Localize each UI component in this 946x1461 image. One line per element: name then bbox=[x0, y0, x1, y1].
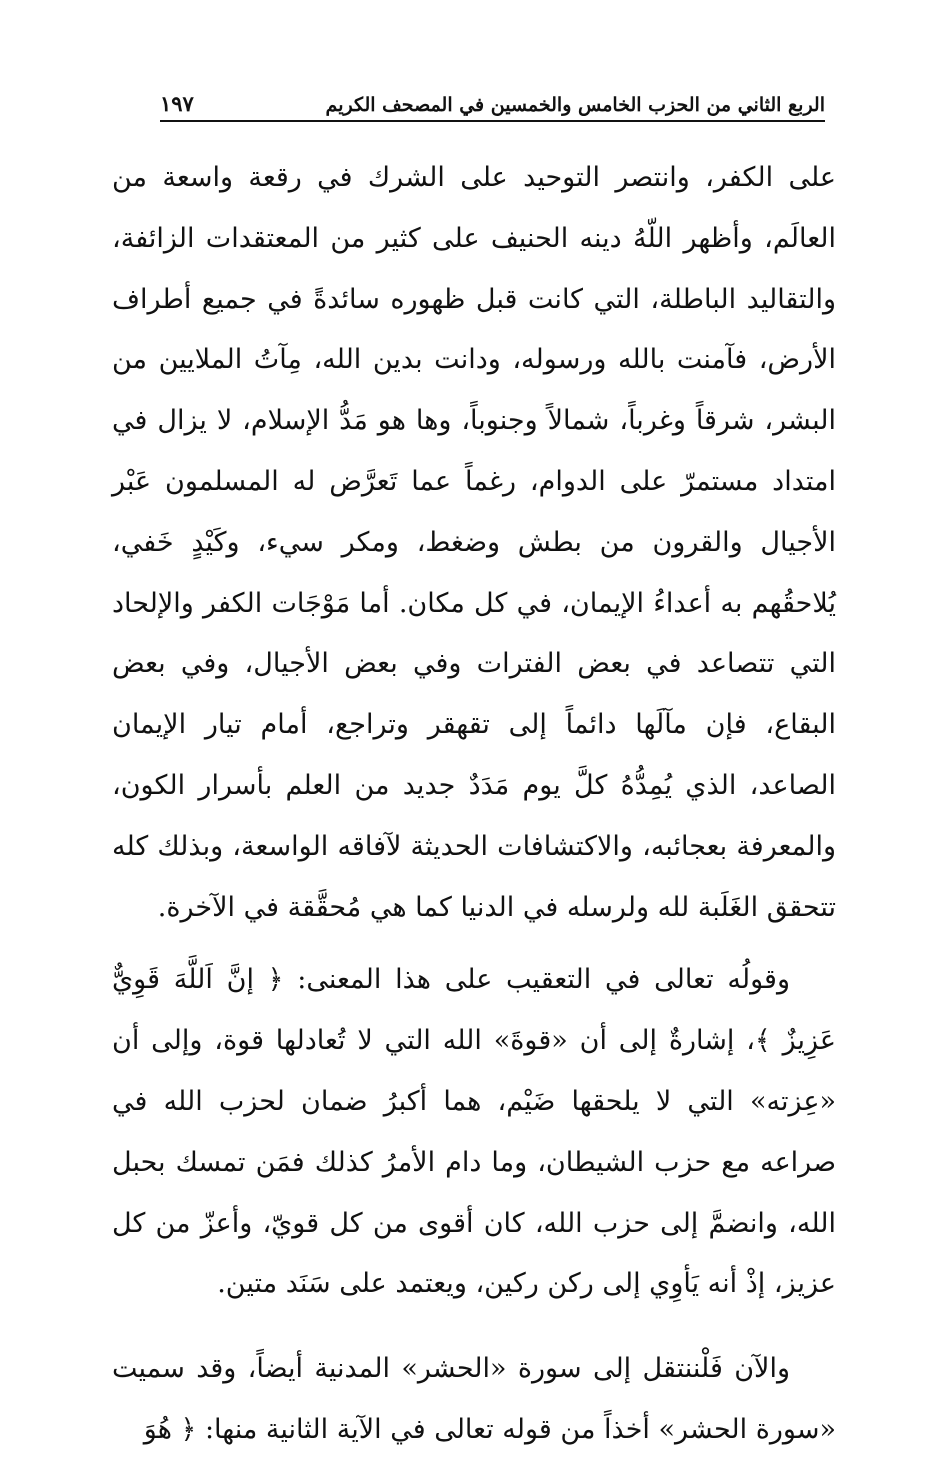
paragraph-3: والآن فَلْننتقل إلى سورة «الحشر» المدنية أيضاً، وقد سميت «سورة الحشر» أخذاً من قوله تعالى في الآية الثانية منها: ﴿ هُوَ bbox=[112, 1353, 836, 1445]
paragraph-1: على الكفر، وانتصر التوحيد على الشرك في رقعة واسعة من العالَم، وأظهر اللّهُ دينه الحنيف على كثير من المعتقدات الزائفة، والتقاليد الباطلة، التي كانت قبل ظهوره سائدةً في جميع أطراف الأرض، فآمنت بالله ورسوله، ودانت بدين الله، مِآتُ الملايين من البشر، شرقاً وغرباً، شمالاً وجنوباً، وها هو مَدُّ الإسلام، لا يزال في امتداد مستمرّ على الدوام، رغماً عما تَعرَّض له المسلمون عَبْر الأجيال والقرون من بطش وضغط، ومكر سيء، وكَيْدٍ خَفي، يُلاحقُهم به أعداءُ الإيمان، في كل مكان. أما مَوْجَات الكفر والإلحاد التي تتصاعد في بعض الفترات وفي بعض الأجيال، وفي بعض البقاع، فإن مآلَها دائماً إلى تقهقر وتراجع، أمام تيار الإيمان الصاعد، الذي يُمِدُّهُ كلَّ يوم مَدَدٌ جديد من العلم بأسرار الكون، والمعرفة بعجائبه، والاكتشافات الحديثة لآفاقه الواسعة، وبذلك كله تتحقق الغَلَبة لله ولرسله في الدنيا كما هي مُحقَّقة في الآخرة. bbox=[112, 162, 836, 923]
running-title: الربع الثاني من الحزب الخامس والخمسين في المصحف الكريم bbox=[325, 94, 825, 116]
page-header bbox=[160, 80, 825, 122]
body-text bbox=[112, 148, 836, 1461]
paragraph-2: وقولُه تعالى في التعقيب على هذا المعنى: ﴿ إنَّ اَللَّهَ قَوِيٌّ عَزِيزٌ ﴾، إشارةٌ إلى أن «قوةَ» الله التي لا تُعادلها قوة، وإلى أن «عِزته» التي لا يلحقها ضَيْم، هما أكبرُ ضمان لحزب الله في صراعه مع حزب الشيطان، وما دام الأمرُ كذلك فمَن تمسك بحبل الله، وانضمَّ إلى حزب الله، كان أقوى من كل قويّ، وأعزّ من كل عزيز، إذْ أنه يَأوِي إلى ركن ركين، ويعتمد على سَنَد متين. bbox=[112, 964, 836, 1300]
page-number: ١٩٧ bbox=[160, 91, 194, 116]
